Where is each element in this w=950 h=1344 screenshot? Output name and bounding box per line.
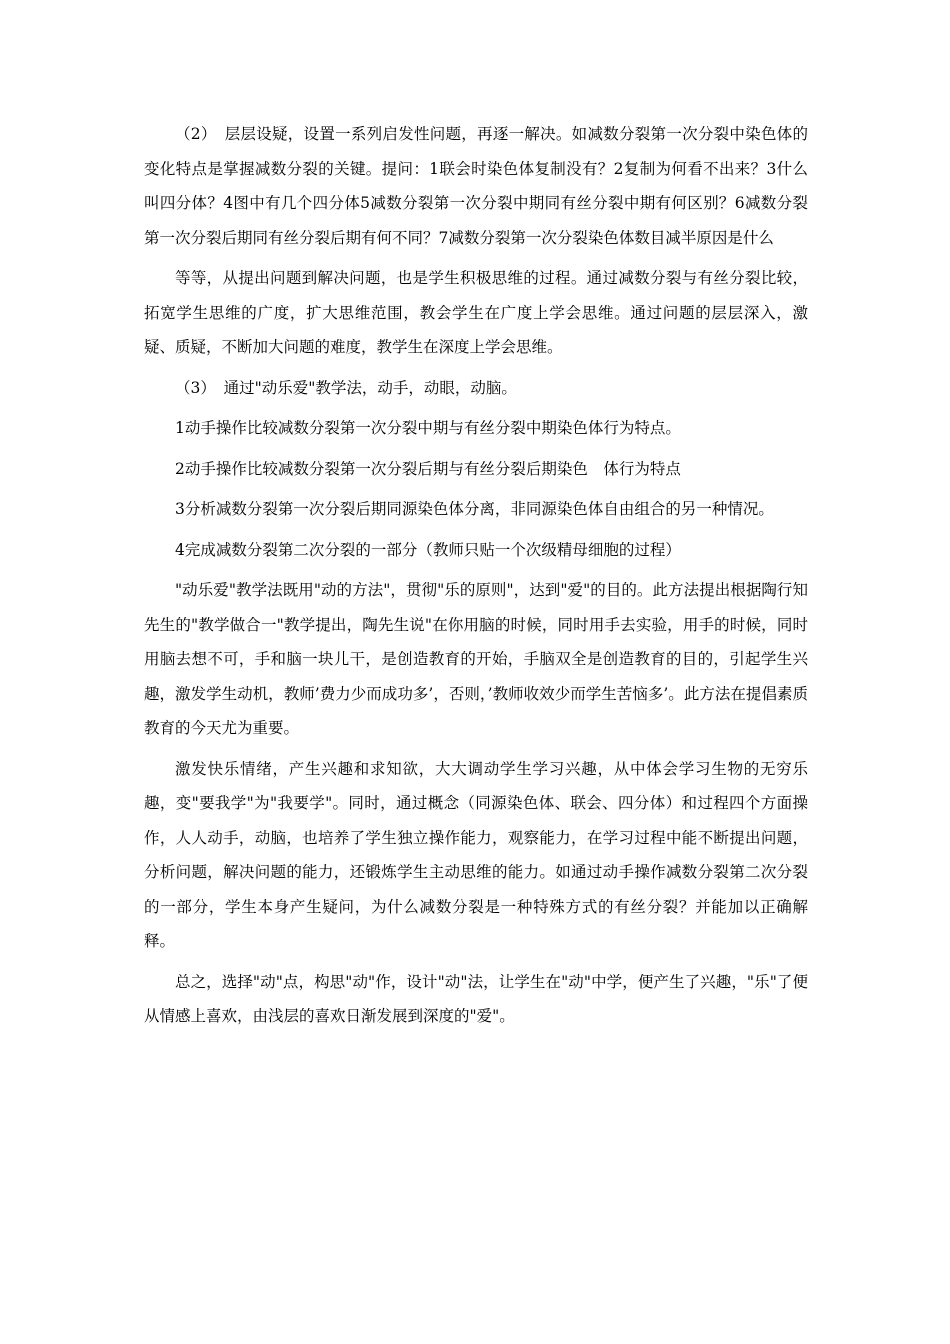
- paragraph-questioning-method: （2） 层层设疑，设置一系列启发性问题，再逐一解决。如减数分裂第一次分裂中染色体的变化特点是掌握减数分裂的关键。提问：1联会时染色体复制没有？2复制为何看不出来？3什么叫四分体？4图中有几个四分体5减数分裂第一次分裂中期同有丝分裂中期有何区别？6减数分裂第一次分裂后期同有丝分裂后期有何不同？7减数分裂第一次分裂染色体数目减半原因是什么: [144, 125, 808, 247]
- list-item-step-3: 3分析减数分裂第一次分裂后期同源染色体分离，非同源染色体自由组合的另一种情况。: [175, 500, 774, 518]
- list-item-step-4: 4完成减数分裂第二次分裂的一部分（教师只贴一个次级精母细胞的过程）: [175, 540, 681, 559]
- paragraph-conclusion: 总之，选择"动"点，构思"动"作，设计"动"法，让学生在"动"中学，便产生了兴趣，"乐"了便从情感上喜欢，由浅层的喜欢日渐发展到深度的"爱"。: [144, 972, 808, 1025]
- paragraph-method-explanation: "动乐爱"教学法既用"动的方法"，贯彻"乐的原则"，达到"爱"的目的。此方法提出根据陶行知先生的"教学做合一"教学提出，陶先生说"在你用脑的时候，同时用手去实验，用手的时候，同时用脑去想不可，手和脑一块儿干，是创造教育的开始，手脑双全是创造教育的目的，引起学生兴趣，激发学生动机，教师’费力少而成功多’，否则，’教师收效少而学生苦恼多’。此方法在提倡素质教育的今天尤为重要。: [144, 581, 808, 737]
- paragraph-interest-motivation: 激发快乐情绪，产生兴趣和求知欲，大大调动学生学习兴趣，从中体会学习生物的无穷乐趣，变"要我学"为"我要学"。同时，通过概念（同源染色体、联会、四分体）和过程四个方面操作，人人动手，动脑，也培养了学生独立操作能力，观察能力，在学习过程中能不断提出问题，分析问题，解决问题的能力，还锻炼学生主动思维的能力。如通过动手操作减数分裂第二次分裂的一部分，学生本身产生疑问，为什么减数分裂是一种特殊方式的有丝分裂？并能加以正确解释。: [144, 759, 808, 950]
- list-item-step-1: 1动手操作比较减数分裂第一次分裂中期与有丝分裂中期染色体行为特点。: [175, 419, 681, 437]
- paragraph-method-heading: （3） 通过"动乐爱"教学法，动手，动眼，动脑。: [175, 378, 517, 397]
- list-item-step-2: 2动手操作比较减数分裂第一次分裂后期与有丝分裂后期染色 体行为特点: [175, 459, 681, 478]
- paragraph-thinking-process: 等等，从提出问题到解决问题，也是学生积极思维的过程。通过减数分裂与有丝分裂比较，拓宽学生思维的广度，扩大思维范围，教会学生在广度上学会思维。通过问题的层层深入，激疑、质疑，不断加大问题的难度，教学生在深度上学会思维。: [144, 269, 808, 356]
- document-body: [144, 117, 808, 1034]
